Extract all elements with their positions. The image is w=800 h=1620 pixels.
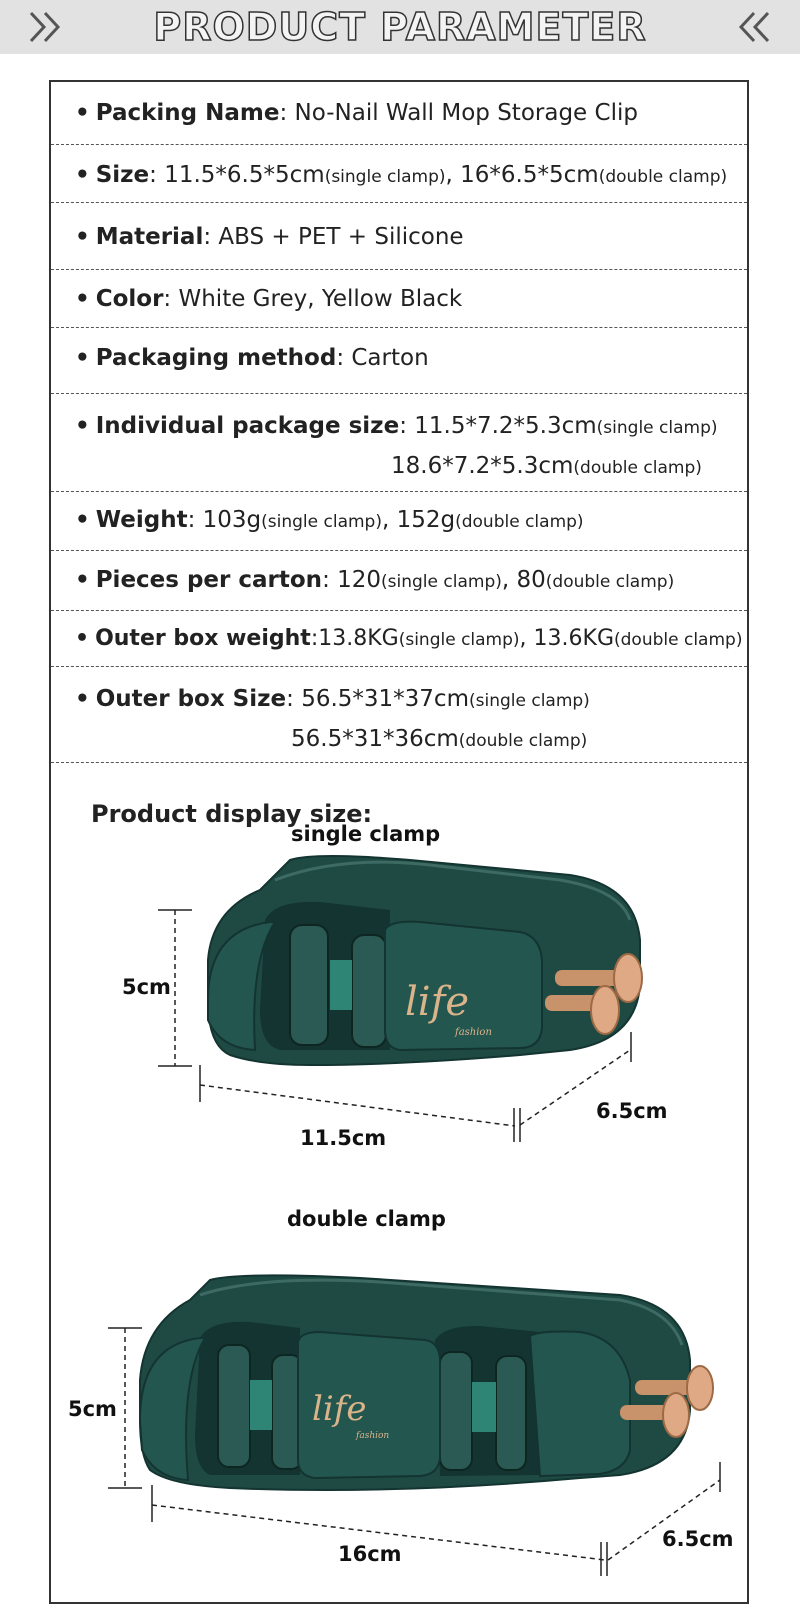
single-depth-label: 6.5cm (596, 1099, 668, 1123)
life-logo: life (312, 1389, 367, 1429)
param-outer-box-weight: • Outer box weight:13.8KG(single clamp), 13.6KG(double clamp) (75, 626, 743, 651)
divider (51, 610, 747, 611)
param-packing-name: • Packing Name: No-Nail Wall Mop Storage Clip (75, 100, 638, 126)
divider (51, 550, 747, 551)
double-clamp-illustration (60, 1270, 750, 1590)
divider (51, 327, 747, 328)
param-packaging-method: • Packaging method: Carton (75, 345, 429, 371)
divider (51, 202, 747, 203)
double-clamp-title: double clamp (287, 1207, 446, 1231)
double-chevron-left-icon (735, 10, 771, 44)
param-outer-box-size-line2: 56.5*31*36cm(double clamp) (291, 726, 588, 752)
double-height-label: 5cm (68, 1397, 117, 1421)
display-size-heading: Product display size: (91, 800, 373, 828)
divider (51, 762, 747, 763)
divider (51, 666, 747, 667)
divider (51, 491, 747, 492)
fashion-logo-sub: fashion (455, 1027, 492, 1038)
param-pieces-per-carton: • Pieces per carton: 120(single clamp), 80(double clamp) (75, 567, 675, 593)
param-color: • Color: White Grey, Yellow Black (75, 286, 463, 312)
double-length-label: 16cm (338, 1542, 402, 1566)
double-depth-label: 6.5cm (662, 1527, 734, 1551)
param-individual-package-size: • Individual package size: 11.5*7.2*5.3cm(single clamp) (75, 413, 718, 439)
param-material: • Material: ABS + PET + Silicone (75, 224, 464, 250)
divider (51, 144, 747, 145)
divider (51, 393, 747, 394)
fashion-logo-sub: fashion (356, 1431, 390, 1441)
page-title: PRODUCT PARAMETER (153, 5, 647, 49)
single-height-label: 5cm (122, 975, 171, 999)
divider (51, 269, 747, 270)
param-individual-package-size-line2: 18.6*7.2*5.3cm(double clamp) (391, 453, 702, 479)
param-size: • Size: 11.5*6.5*5cm(single clamp), 16*6.5*5cm(double clamp) (75, 162, 728, 188)
single-clamp-title: single clamp (291, 822, 441, 846)
param-weight: • Weight: 103g(single clamp), 152g(double clamp) (75, 507, 584, 533)
param-outer-box-size: • Outer box Size: 56.5*31*37cm(single clamp) (75, 686, 590, 712)
single-length-label: 11.5cm (300, 1126, 387, 1150)
life-logo: life (405, 979, 470, 1025)
